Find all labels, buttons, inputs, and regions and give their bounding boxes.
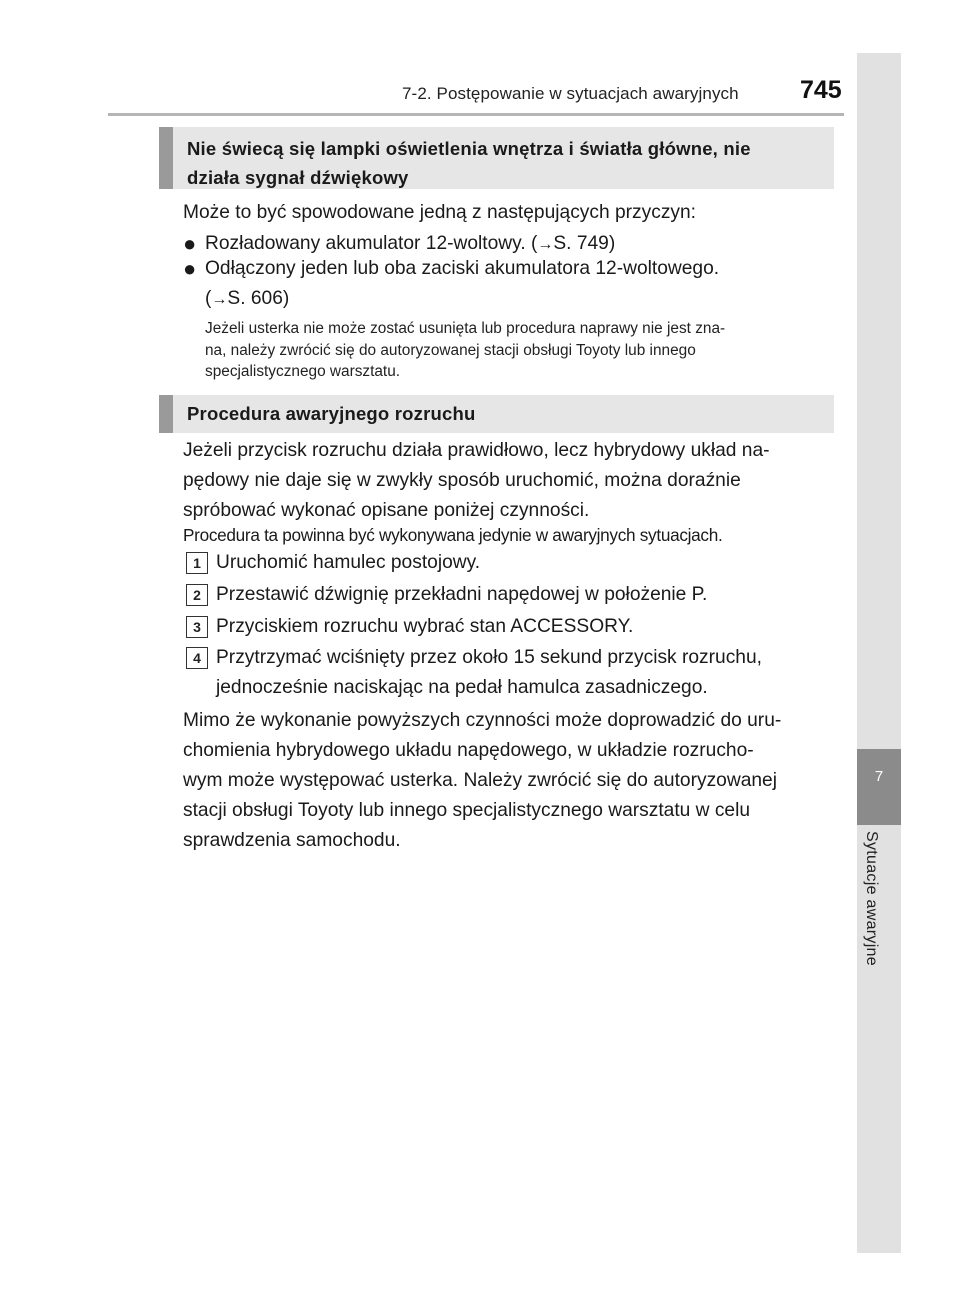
page-reference: S. 606) <box>227 288 290 309</box>
section2-caution: Procedura ta powinna być wykonywana jedynie w awaryjnych sytuacjach. <box>183 525 723 545</box>
paragraph-line: stacji obsługi Toyoty lub innego specjalistycznego warsztatu w celu <box>183 800 751 821</box>
chapter-tab-strip <box>857 53 901 1253</box>
paragraph-line: Mimo że wykonanie powyższych czynności może doprowadzić do uru- <box>183 710 782 731</box>
section-heading-lights-horn <box>159 127 834 189</box>
section1-intro: Może to być spowodowane jedną z następujących przyczyn: <box>183 202 697 223</box>
chapter-tab-marker <box>857 749 901 825</box>
paragraph-line: chomienia hybrydowego układu napędowego, w układzie rozrucho- <box>183 740 754 761</box>
note-line: Jeżeli usterka nie może zostać usunięta lub procedura naprawy nie jest zna- <box>205 320 726 337</box>
header-divider <box>108 113 844 116</box>
paragraph-line: wym może występować usterka. Należy zwrócić się do autoryzowanej <box>183 770 777 791</box>
bullet-text-main: Rozładowany akumulator 12-woltowy. ( <box>205 233 538 254</box>
bullet-text-main: Odłączony jeden lub oba zaciski akumulatora 12-woltowego. <box>205 258 720 279</box>
note-line: na, należy zwrócić się do autoryzowanej stacji obsługi Toyoty lub innego <box>205 341 696 359</box>
paragraph-line: spróbować wykonać opisane poniżej czynności. <box>183 500 590 521</box>
section-heading-line: Nie świecą się lampki oświetlenia wnętrza i światła główne, nie <box>187 138 751 159</box>
arrow-right-icon: → <box>537 236 554 253</box>
chapter-label: Sytuacje awaryjne <box>863 831 880 966</box>
section-heading-emergency-start <box>159 395 834 433</box>
bullet-icon: ● <box>183 256 197 281</box>
step-number-badge: 1 <box>186 552 208 574</box>
note-line: specjalistycznego warsztatu. <box>205 363 401 380</box>
step-number-badge: 3 <box>186 616 208 638</box>
section-heading-line: działa sygnał dźwiękowy <box>187 167 409 188</box>
section-heading-line: Procedura awaryjnego rozruchu <box>187 403 476 424</box>
section2-closing <box>183 706 833 856</box>
step-text-line: Przytrzymać wciśnięty przez około 15 sekund przycisk rozruchu, <box>216 647 762 668</box>
step-text: Przestawić dźwignię przekładni napędowej w położenie P. <box>216 584 708 605</box>
arrow-right-icon: → <box>211 291 228 308</box>
section1-note <box>205 318 833 383</box>
section2-intro <box>183 436 833 526</box>
step-number-badge: 2 <box>186 584 208 606</box>
bullet-icon: ● <box>183 231 197 256</box>
paragraph-line: pędowy nie daje się w zwykły sposób uruchomić, można doraźnie <box>183 470 741 491</box>
step-text: Uruchomić hamulec postojowy. <box>216 552 481 573</box>
bullet-text <box>205 254 833 315</box>
paragraph-line: sprawdzenia samochodu. <box>183 830 401 851</box>
running-header-section: 7-2. Postępowanie w sytuacjach awaryjnych <box>402 84 739 103</box>
step-number-badge: 4 <box>186 647 208 669</box>
paragraph-line: Jeżeli przycisk rozruchu działa prawidłowo, lecz hybrydowy układ na- <box>183 440 770 461</box>
step-text <box>216 643 833 703</box>
step-text: Przyciskiem rozruchu wybrać stan ACCESSORY. <box>216 616 634 637</box>
page-reference: S. 749) <box>553 233 616 254</box>
bullet-text-prefix: ( <box>205 288 212 309</box>
step-text-line: jednocześnie naciskając na pedał hamulca zasadniczego. <box>216 677 708 698</box>
page-number: 745 <box>800 76 842 104</box>
chapter-number: 7 <box>874 768 884 785</box>
